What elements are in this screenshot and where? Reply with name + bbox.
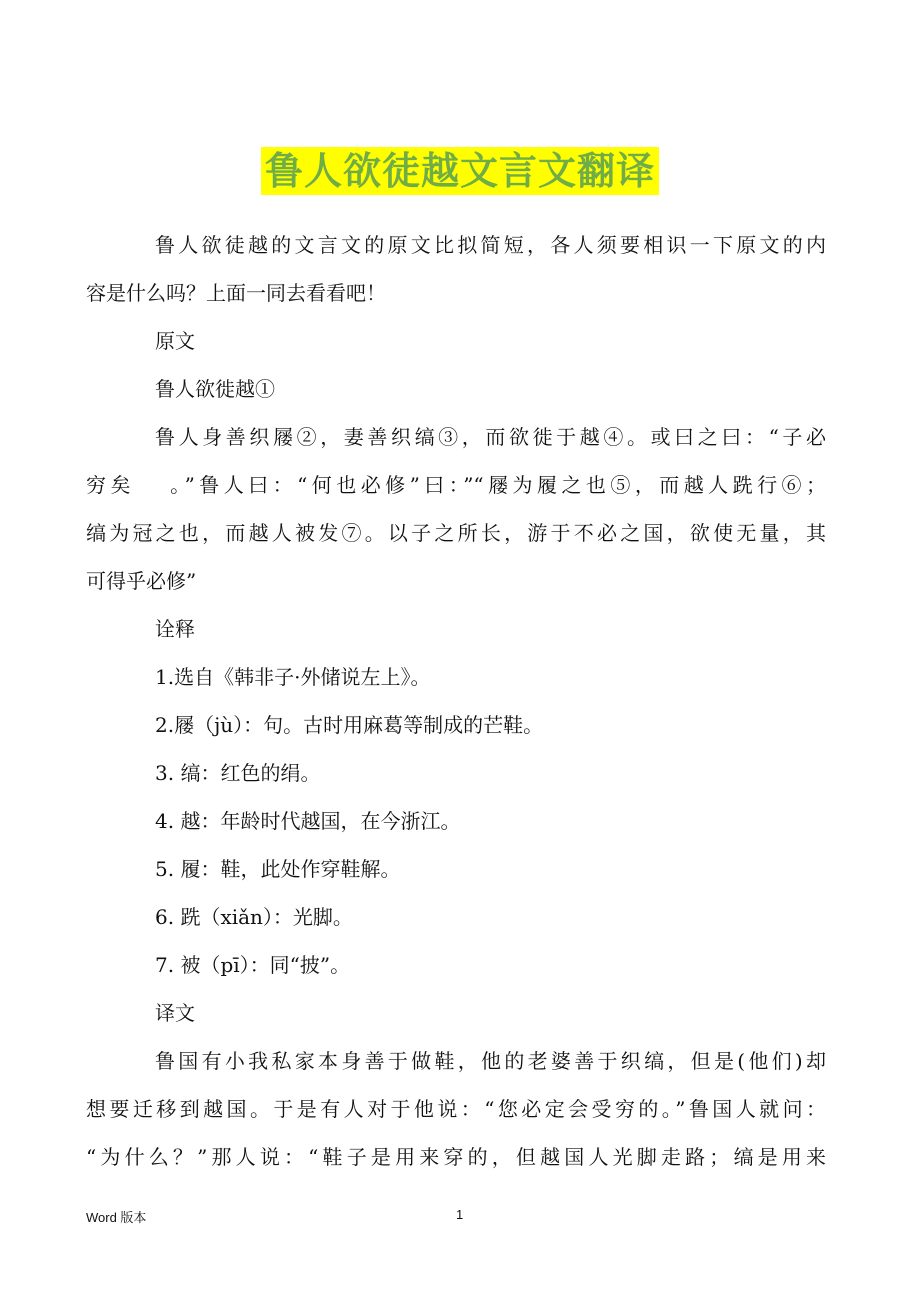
text-line: 译文	[155, 1001, 195, 1025]
text-line: 缟为冠之也，而越人被发⑦。以子之所长，游于不必之国，欲使无量，其	[86, 521, 826, 545]
text-line: 7. 被（pī）：同“披”。	[155, 953, 351, 977]
text-line: 鲁人身善织屦②，妻善织缟③，而欲徙于越④。或曰之曰：“子必	[155, 425, 826, 449]
text-line: 2.屦（jù）：句。古时用麻葛等制成的芒鞋。	[155, 713, 544, 737]
text-line: 1.选自《韩非子·外储说左上》。	[155, 665, 431, 689]
text-line: 5. 履：鞋，此处作穿鞋解。	[155, 857, 401, 881]
text-line: 3. 缟：红色的绢。	[155, 761, 321, 785]
text-line: 鲁国有小我私家本身善于做鞋，他的老婆善于织缟，但是(他们)却	[155, 1049, 826, 1073]
text-line: 穷矣 。”鲁人曰：“何也必修”曰：”“屦为履之也⑤，而越人跣行⑥；	[86, 473, 826, 497]
text-line: 诠释	[155, 617, 195, 641]
text-line: 4. 越：年龄时代越国，在今浙江。	[155, 809, 461, 833]
text-line: 容是什么吗？上面一同去看看吧！	[86, 281, 386, 305]
text-line: 鲁人欲徙越①	[155, 377, 275, 401]
page-number: 1	[456, 1207, 464, 1222]
text-line: 6. 跣（xiǎn）：光脚。	[155, 905, 353, 929]
footer-label: Word 版本	[86, 1210, 147, 1225]
document-title-wrap	[0, 140, 920, 195]
text-line: 鲁人欲徒越的文言文的原文比拟简短，各人须要相识一下原文的内	[155, 233, 826, 257]
document-title: 鲁人欲徒越文言文翻译	[261, 147, 659, 195]
text-line: 可得乎必修”	[86, 569, 197, 593]
text-line: 想要迁移到越国。于是有人对于他说：“您必定会受穷的。”鲁国人就问：	[86, 1097, 826, 1121]
text-line: “为什么？”那人说：“鞋子是用来穿的，但越国人光脚走路；缟是用来	[86, 1145, 826, 1169]
document-body	[86, 224, 826, 1184]
text-line: 原文	[155, 329, 195, 353]
